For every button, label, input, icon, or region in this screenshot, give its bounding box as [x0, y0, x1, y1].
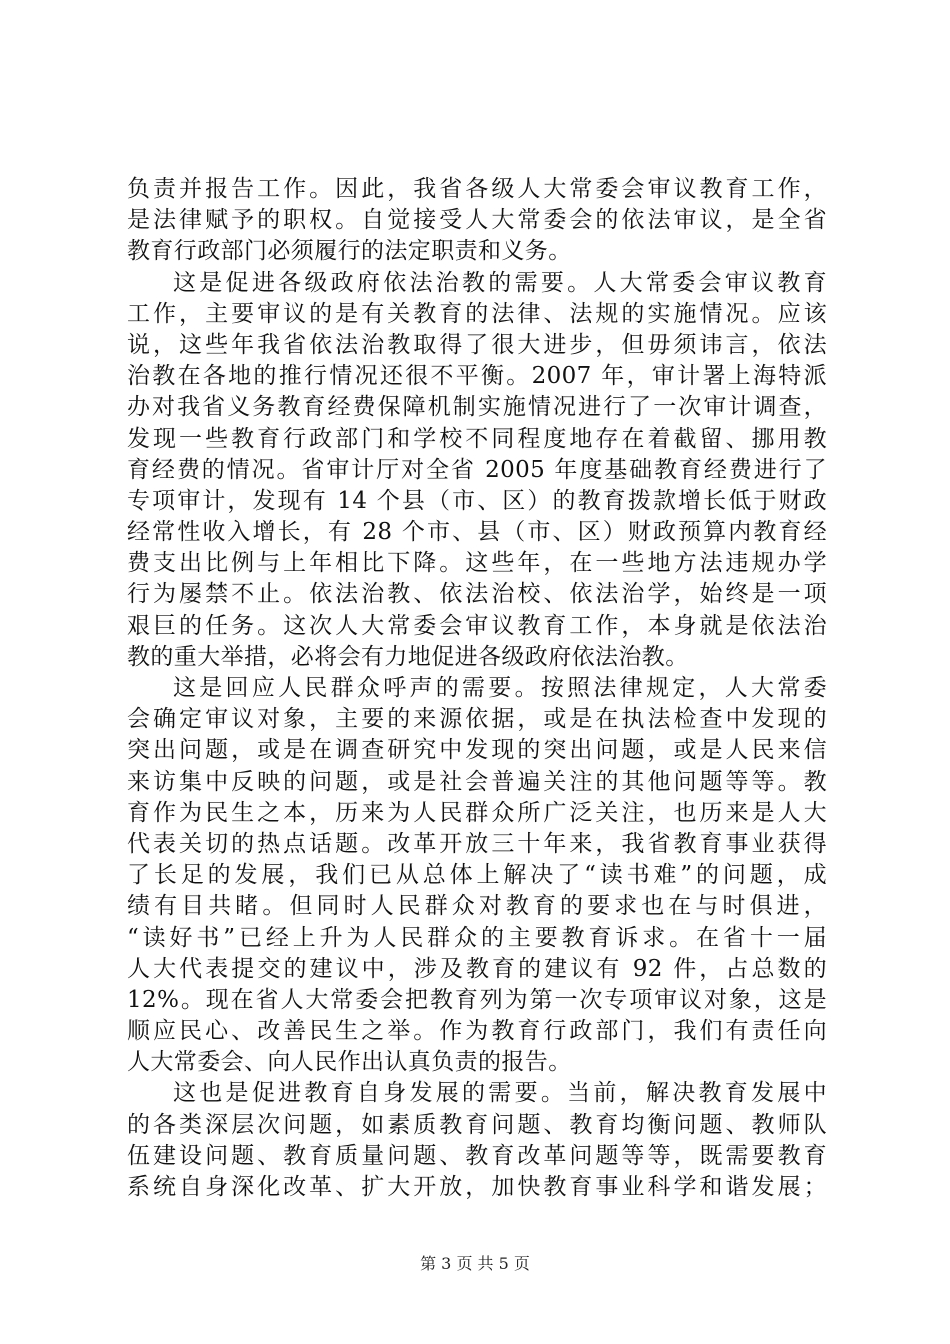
text-line: 专项审计，发现有 14 个县（市、区）的教育拨款增长低于财政: [127, 487, 827, 514]
text-line: 会确定审议对象，主要的来源依据，或是在执法检查中发现的: [127, 706, 827, 733]
text-line: 办对我省义务教育经费保障机制实施情况进行了一次审计调查，: [127, 394, 827, 421]
text-line: 工作，主要审议的是有关教育的法律、法规的实施情况。应该: [127, 300, 827, 327]
text-line: 了长足的发展，我们已从总体上解决了“读书难”的问题，成: [127, 862, 827, 889]
text-line: 是法律赋予的职权。自觉接受人大常委会的依法审议，是全省: [127, 207, 827, 234]
text-line: 经常性收入增长，有 28 个市、县（市、区）财政预算内教育经: [127, 519, 827, 546]
document-body: [127, 174, 827, 1203]
text-line: 这是促进各级政府依法治教的需要。人大常委会审议教育: [173, 269, 827, 296]
text-line: 育经费的情况。省审计厅对全省 2005 年度基础教育经费进行了: [127, 456, 827, 483]
text-line: 顺应民心、改善民生之举。作为教育行政部门，我们有责任向: [127, 1018, 827, 1045]
text-line: 费支出比例与上年相比下降。这些年，在一些地方法违规办学: [127, 550, 827, 577]
text-line: 这也是促进教育自身发展的需要。当前，解决教育发展中: [173, 1080, 827, 1107]
text-line: 教育行政部门必须履行的法定职责和义务。: [127, 238, 572, 265]
text-line: 这是回应人民群众呼声的需要。按照法律规定，人大常委: [173, 675, 827, 701]
text-line: 12%。现在省人大常委会把教育列为第一次专项审议对象，这是: [127, 986, 827, 1013]
text-line: 代表关切的热点话题。改革开放三十年来，我省教育事业获得: [127, 830, 827, 857]
text-line: 发现一些教育行政部门和学校不同程度地存在着截留、挪用教: [127, 425, 827, 452]
text-line: “读好书”已经上升为人民群众的主要教育诉求。在省十一届: [127, 924, 827, 951]
text-line: 负责并报告工作。因此，我省各级人大常委会审议教育工作，: [127, 176, 827, 202]
text-line: 教的重大举措，必将会有力地促进各级政府依法治教。: [127, 643, 689, 670]
page-footer: 第 3 页 共 5 页: [420, 1254, 530, 1273]
text-line: 人大常委会、向人民作出认真负责的报告。: [127, 1049, 572, 1076]
text-line: 来访集中反映的问题，或是社会普遍关注的其他问题等等。教: [127, 768, 827, 795]
text-line: 的各类深层次问题，如素质教育问题、教育均衡问题、教师队: [127, 1111, 827, 1138]
text-line: 人大代表提交的建议中，涉及教育的建议有 92 件，占总数的: [127, 955, 827, 982]
text-line: 伍建设问题、教育质量问题、教育改革问题等等，既需要教育: [127, 1142, 827, 1169]
text-line: 育作为民生之本，历来为人民群众所广泛关注，也历来是人大: [127, 799, 827, 826]
text-line: 突出问题，或是在调查研究中发现的突出问题，或是人民来信: [127, 737, 827, 764]
text-line: 艰巨的任务。这次人大常委会审议教育工作，本身就是依法治: [127, 612, 827, 639]
text-line: 说，这些年我省依法治教取得了很大进步，但毋须讳言，依法: [127, 331, 827, 358]
text-line: 行为屡禁不止。依法治教、依法治校、依法治学，始终是一项: [127, 581, 827, 608]
text-line: 系统自身深化改革、扩大开放，加快教育事业科学和谐发展；: [127, 1174, 827, 1200]
text-line: 绩有目共睹。但同时人民群众对教育的要求也在与时俱进，: [127, 893, 827, 920]
text-line: 治教在各地的推行情况还很不平衡。2007 年，审计署上海特派: [127, 363, 827, 390]
